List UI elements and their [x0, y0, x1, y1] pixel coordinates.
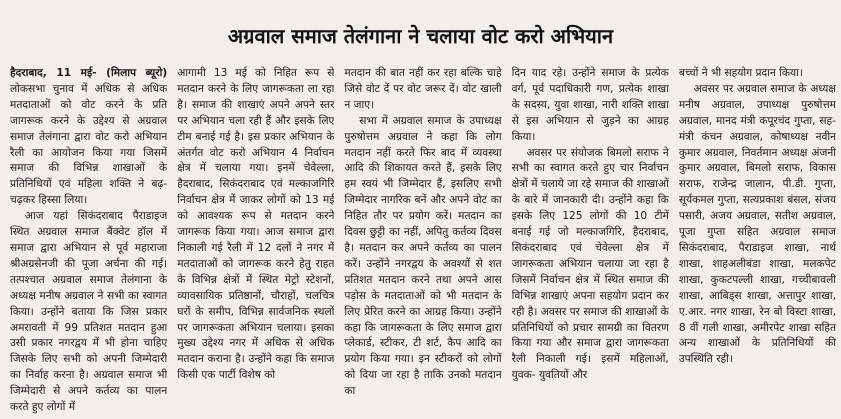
- article-paragraph: दिन याद रहे। उन्होंने समाज के प्रत्येक वर्ग, पूर्व पदाधिकारी गण, प्रत्येक शाखा के सदस्य, युवा शाखा, नारी शक्ति शाखा से इस अभियान से जुड़ने का आग्रह किया।: [511, 67, 669, 143]
- article-paragraph: सभा में अग्रवाल समाज के उपाध्यक्ष पुरुषोत्तम अग्रवाल ने कहा कि लोग मतदान नहीं करते फिर बाद में व्यवस्था आदि की शिकायत करते हैं, इसके लिए हम स्वयं भी जिम्मेदार हैं, इसलिए सभी जिम्मेदार नागरिक बनें और अपने वोट का निहित तौर पर प्रयोग करें। मतदान का दिवस छुट्टी का नहीं, अपितु कर्तव्य दिवस है। मतदान कर अपने कर्तव्य का पालन करें। उन्होंने नगरद्वय के अवश्यों से शत प्रतिशत मतदान करने तथा अपने आस पड़ोस के मतदाताओं को भी मतदान के लिए प्रेरित करने का आग्रह किया। उन्होंने कहा कि जागरूकता के लिए समाज द्वारा प्लेकार्ड, स्टीकर, टी शर्ट, कैप आदि का प्रयोग किया गया। इन स्टीकरों को लोगों को दिया जा रहा है ताकि उनको मतदान का: [344, 114, 502, 398]
- article-paragraph: मतदान की बात नहीं कर रहा बल्कि चाहे जिसे वोट दें पर वोट जरूर दें। वोट खाली न जाए।: [344, 67, 502, 111]
- article-column-4: [512, 66, 669, 416]
- paragraph-text: लोकसभा चुनाव में अधिक से अधिक मतदाताओं को वोट करने के प्रति जागरूक करने के उद्देश्य से अग्रवाल समाज तेलंगाना द्वारा वोट करो अभियान रैली का आयोजन किया गया जिसमें समाज की विभिन्न शाखाओं के प्रतिनिधियों एवं महिला शक्ति ने बढ़-चढ़कर हिस्सा लिया।: [10, 82, 168, 207]
- article-column-2: [177, 66, 334, 416]
- dateline: हैदराबाद, 11 मई- (मिलाप ब्यूरो): [10, 67, 168, 79]
- article-paragraph: आगामी 13 मई को निहित रूप से मतदान करने के लिए जागरूकता ला रहा है। समाज की शाखाएं अपने अपने स्तर पर अभियान चला रही हैं और इसके लिए टीम बनाई गई है। इस प्रकार अभियान के अंतर्गत वोट करो अभियान 4 निर्वाचन क्षेत्र में चलाया गया। इनमें चेवेल्ला, हैदराबाद, सिकंदराबाद एवं मल्काजगिरि निर्वाचन क्षेत्र में जाकर लोगों को 13 मई को आवश्यक रूप से मतदान करने जागरूक किया गया। आज समाज द्वारा निकाली गई रैली में 12 दलों ने नगर में मतदाताओं को जागरूक करने हेतु राहत के विभिन्न क्षेत्रों में स्थित मेट्रो स्टेशनों, व्यावसायिक प्रतिष्ठानों, चौराहों, चलचित्र घरों के समीप, विभिन्न सार्वजनिक स्थलों पर जागरूकता अभियान चलाया। इसका मुख्य उद्देश्य नगर में अधिक से अधिक मतदान कराना है। उन्होंने कहा कि समाज किसी एक पार्टी विशेष को: [177, 67, 335, 382]
- article-paragraph: अवसर पर संयोजक बिमलो सराफ ने सभी का स्वागत करते हुए चार निर्वाचन क्षेत्रों में चलाये जा रहे समाज की शाखाओं के बारे में जानकारी दी। उन्होंने कहा कि इसके लिए 125 लोगों की 10 टीमें बनाई गई जो मल्काजगिरि, हैदराबाद, सिकंदराबाद एवं चेवेल्ला क्षेत्र में जागरूकता अभियान चलाया जा रहा है जिसमें निर्वाचन क्षेत्र में स्थित समाज की विभिन्न शाखाएं अपना सहयोग प्रदान कर रही है। अवसर पर समाज की शाखाओं के प्रतिनिधियों को प्रचार सामग्री का वितरण किया गया और समाज द्वारा जागरूकता रैली निकाली गई। इसमें महिलाओं, युवक- युवतियों और: [511, 146, 669, 382]
- article-column-5: [679, 66, 836, 416]
- article-paragraph: आज यहां सिकंदराबाद पैराडाइज स्थित अग्रवाल समाज बैंक्वेट हॉल में समाज द्वारा अभियान से पूर्व महाराजा श्रीअग्रसेनजी की पूजा अर्चना की गई। तत्पश्चात अग्रवाल समाज तेलंगाना के अध्यक्ष मनीष अग्रवाल ने सभी का स्वागत किया। उन्होंने बताया कि जिस प्रकार अमरावती में 99 प्रतिशत मतदान हुआ उसी प्रकार नगरद्वय में भी होना चाहिए जिसके लिए सभी को अपनी जिम्मेदारी का निर्वाह करना है। अग्रवाल समाज भी जिम्मेदारी से अपने कर्तव्य का पालन करते हुए लोगों में: [10, 210, 168, 414]
- article-column-1: [10, 66, 167, 416]
- article-paragraph: [10, 66, 167, 209]
- article-column-3: [344, 66, 501, 416]
- headline: अग्रवाल समाज तेलंगाना ने चलाया वोट करो अभियान: [227, 23, 614, 48]
- article-body: [10, 66, 836, 416]
- article-paragraph: बच्चों ने भी सहयोग प्रदान किया।: [678, 67, 803, 79]
- article-paragraph: अवसर पर अग्रवाल समाज के अध्यक्ष मनीष अग्रवाल, उपाध्यक्ष पुरुषोत्तम अग्रवाल, मानद मंत्री कपूरचंद गुप्ता, सह-मंत्री कंचन अग्रवाल, कोषाध्यक्ष नवीन कुमार अग्रवाल, निवर्तमान अध्यक्ष अंजनी कुमार अग्रवाल, बिमलो सराफ, विकास सराफ, राजेन्द्र जालान, पी.डी. गुप्ता, सूर्यकमल गुप्ता, सत्यप्रकाश बंसल, संजय पसारी, अजय अग्रवाल, सतीश अग्रवाल, पूजा गुप्ता सहित अग्रवाल समाज सिकंदराबाद, पैराडाइज शाखा, नार्थ शाखा, शाहअलीबंडा शाखा, मलकपेट शाखा, कुकटपल्ली शाखा, गच्चीबावली शाखा, आबिड्स शाखा, अत्तापुर शाखा, ए.आर. नगर शाखा, रेन बो विस्टा शाखा, 8 वीं गली शाखा, अमीरपेट शाखा सहित अन्य शाखाओं के प्रतिनिधियों की उपस्थिति रही।: [678, 82, 837, 366]
